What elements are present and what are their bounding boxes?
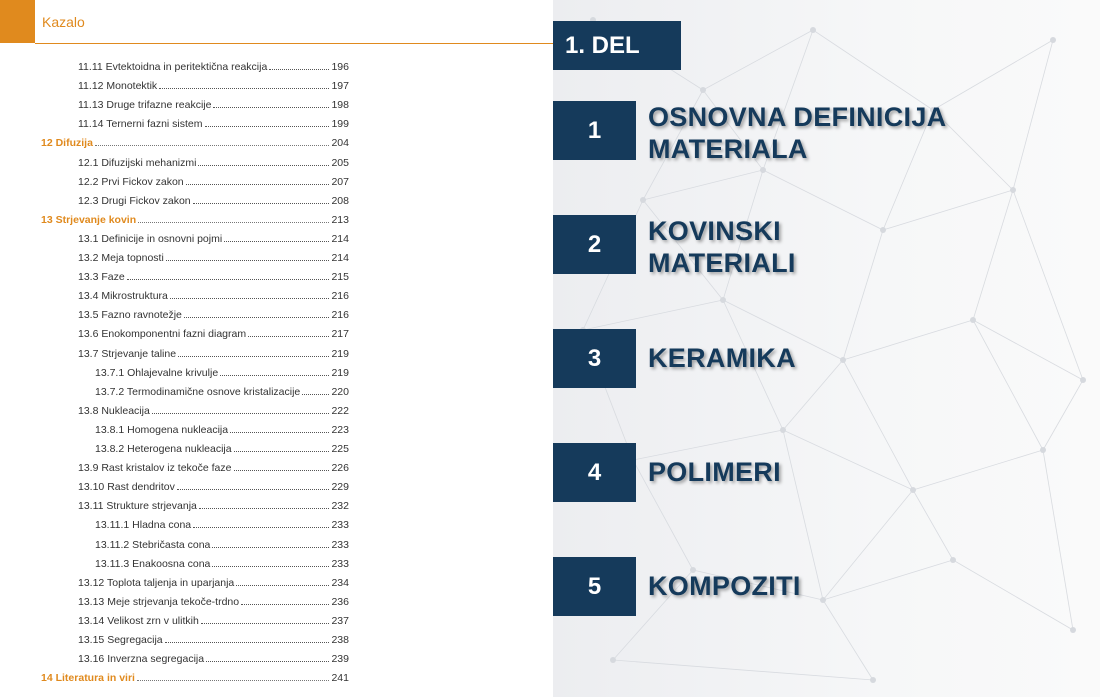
toc-leader-dots <box>95 134 330 146</box>
toc-entry-label: 12.2 Prvi Fickov zakon <box>78 175 184 188</box>
network-line <box>813 30 933 110</box>
toc-entry-label: 13.8.1 Homogena nukleacija <box>95 423 229 436</box>
toc-leader-dots <box>166 249 330 261</box>
chapter-title <box>648 215 796 279</box>
network-node <box>1010 187 1016 193</box>
network-node <box>1070 627 1076 633</box>
toc-entry[interactable] <box>78 345 349 364</box>
network-node <box>700 87 706 93</box>
toc-entry-label: 13.15 Segregacija <box>78 634 163 646</box>
chapter-title-line: POLIMERI <box>648 457 781 487</box>
toc-leader-dots <box>224 230 329 242</box>
toc-entry-page: 220 <box>331 385 349 398</box>
toc-leader-dots <box>198 154 329 166</box>
toc-entry[interactable] <box>78 96 349 115</box>
toc-entry-page: 233 <box>331 538 349 551</box>
chapter-5[interactable] <box>553 557 1100 617</box>
chapter-number: 3 <box>553 329 636 388</box>
toc-entry-page: 205 <box>331 156 349 169</box>
toc-entry[interactable] <box>78 77 349 96</box>
toc-entry-label: 13.1 Definicije in osnovni pojmi <box>78 232 223 245</box>
toc-leader-dots <box>159 77 329 89</box>
toc-leader-dots <box>206 650 329 662</box>
toc-entry-label: 13.12 Toplota taljenja in uparjanja <box>78 576 235 589</box>
toc-entry-page: 219 <box>331 366 349 379</box>
toc-entry[interactable] <box>78 574 349 593</box>
toc-entry-page: 198 <box>331 99 349 112</box>
toc-chapter-entry[interactable] <box>41 134 349 153</box>
network-line <box>583 300 723 330</box>
toc-entry[interactable] <box>78 306 349 325</box>
network-line <box>643 170 763 200</box>
toc-leader-dots <box>193 516 329 528</box>
toc-entry[interactable] <box>78 593 349 612</box>
toc-entry[interactable] <box>78 497 349 516</box>
chapter-title <box>648 342 796 374</box>
toc-entry-page: 222 <box>331 404 349 417</box>
toc-entry-page: 233 <box>331 519 349 532</box>
toc-entry-label: 13.2 Meja topnosti <box>78 252 164 264</box>
toc-entry-label: 13.10 Rast dendritov <box>78 481 175 494</box>
toc-entry[interactable] <box>78 173 349 192</box>
toc-leader-dots <box>241 593 329 605</box>
toc-entry-label: 13.13 Meje strjevanja tekoče-trdno <box>78 595 240 608</box>
toc-entry[interactable] <box>78 154 349 173</box>
toc-leader-dots <box>220 364 329 376</box>
toc-leader-dots <box>137 669 330 681</box>
network-node <box>780 427 786 433</box>
toc-entry-label: 13.7.2 Termodinamične osnove kristalizacije <box>95 385 301 398</box>
toc-entry[interactable] <box>78 268 349 287</box>
toc-entry-page: 232 <box>331 500 349 513</box>
toc-entry-label: 13.3 Faze <box>78 271 125 284</box>
toc-leader-dots <box>138 211 329 223</box>
toc-entry-page: 229 <box>331 481 349 494</box>
header-tab <box>0 0 35 43</box>
toc-leader-dots <box>165 631 330 643</box>
toc-leader-dots <box>184 306 330 318</box>
toc-entry-page: 239 <box>331 653 349 666</box>
toc-entry-page: 225 <box>331 443 349 455</box>
toc-entry-label: 12.3 Drugi Fickov zakon <box>78 194 191 207</box>
toc-entry[interactable] <box>95 383 349 402</box>
toc-entry-label: 14 Literatura in viri <box>41 672 135 685</box>
toc-entry[interactable] <box>95 440 349 459</box>
chapter-number: 5 <box>553 557 636 616</box>
toc-entry-label: 11.13 Druge trifazne reakcije <box>78 99 212 112</box>
toc-entry[interactable] <box>95 364 349 383</box>
chapter-2[interactable] <box>553 215 1100 278</box>
toc-entry[interactable] <box>78 58 349 77</box>
toc-leader-dots <box>205 115 330 127</box>
network-node <box>760 167 766 173</box>
toc-leader-dots <box>302 383 329 395</box>
toc-leader-dots <box>186 173 330 185</box>
chapter-title <box>648 101 946 165</box>
toc-leader-dots <box>170 287 330 299</box>
toc-entry-label: 13.7.1 Ohlajevalne krivulje <box>95 366 219 379</box>
toc-entry-page: 216 <box>331 309 349 322</box>
network-node <box>1050 37 1056 43</box>
toc-entry[interactable] <box>78 650 349 669</box>
network-node <box>870 677 876 683</box>
toc-leader-dots <box>152 402 330 414</box>
toc-entry-label: 13.7 Strjevanje taline <box>78 347 177 360</box>
toc-leader-dots <box>234 440 330 452</box>
toc-entry-label: 13.11.1 Hladna cona <box>95 519 192 532</box>
toc-entry-label: 13.14 Velikost zrn v ulitkih <box>78 614 199 627</box>
toc-entry-label: 13.16 Inverzna segregacija <box>78 653 205 666</box>
chapter-title <box>648 570 801 602</box>
toc-entry-page: 234 <box>331 576 349 589</box>
toc-leader-dots <box>212 555 329 567</box>
toc-leader-dots <box>269 58 329 70</box>
chapter-title-line: KOMPOZITI <box>648 571 801 601</box>
toc-chapter-entry[interactable] <box>41 669 349 688</box>
toc-entry-page: 226 <box>331 462 349 475</box>
toc-entry-page: 196 <box>331 61 349 73</box>
network-node <box>810 27 816 33</box>
toc-entry[interactable] <box>78 287 349 306</box>
toc-entry[interactable] <box>78 192 349 211</box>
network-node <box>610 657 616 663</box>
toc-leader-dots <box>178 345 329 357</box>
toc-entry-label: 13.11 Strukture strjevanja <box>78 500 197 513</box>
toc-entry-page: 197 <box>331 80 349 93</box>
toc-entry-label: 13 Strjevanje kovin <box>41 213 137 226</box>
toc-entry-page: 199 <box>331 118 349 131</box>
toc-entry[interactable] <box>78 478 349 497</box>
network-node <box>970 317 976 323</box>
chapter-title-line: OSNOVNA DEFINICIJA <box>648 102 947 132</box>
header-rule <box>35 43 553 44</box>
toc-entry-page: 219 <box>331 347 349 360</box>
network-line <box>613 660 873 680</box>
toc-entry[interactable] <box>78 631 349 650</box>
toc-entry-label: 11.11 Evtektoidna in peritektična reakcija <box>78 61 268 73</box>
toc-entry[interactable] <box>78 402 349 421</box>
chapter-title-line: MATERIALI <box>648 248 796 278</box>
toc-entry-label: 13.11.3 Enakoosna cona <box>95 557 211 570</box>
toc-entry[interactable] <box>95 516 349 535</box>
toc-entry[interactable] <box>78 230 349 249</box>
chapter-number: 1 <box>553 101 636 160</box>
toc-leader-dots <box>199 497 330 509</box>
chapter-title-line: MATERIALA <box>648 134 808 164</box>
toc-leader-dots <box>213 96 329 108</box>
toc-entry-page: 217 <box>331 328 349 341</box>
chapter-title <box>648 456 781 488</box>
toc-chapter-entry[interactable] <box>41 211 349 230</box>
toc-entry-label: 13.9 Rast kristalov iz tekoče faze <box>78 462 232 475</box>
toc-entry-label: 13.8.2 Heterogena nukleacija <box>95 443 232 455</box>
toc-entry-label: 13.4 Mikrostruktura <box>78 290 168 303</box>
toc-entry-page: 214 <box>331 232 349 245</box>
part-page <box>553 0 1100 697</box>
toc-entry[interactable] <box>95 536 349 555</box>
toc-entry-page: 215 <box>331 271 349 284</box>
chapter-number: 2 <box>553 215 636 274</box>
toc-entry-page: 216 <box>331 290 349 303</box>
toc-entry-label: 13.11.2 Stebričasta cona <box>95 538 211 551</box>
toc-entry-page: 241 <box>331 672 349 685</box>
chapter-number: 4 <box>553 443 636 502</box>
network-line <box>1043 380 1083 450</box>
toc-entry-page: 213 <box>331 213 349 226</box>
part-title: 1. DEL <box>553 21 681 70</box>
network-line <box>933 40 1053 110</box>
toc-leader-dots <box>127 268 330 280</box>
chapter-4[interactable] <box>553 443 1100 503</box>
toc-entry-label: 11.14 Ternerni fazni sistem <box>78 118 203 131</box>
toc-entry[interactable] <box>78 612 349 631</box>
toc-leader-dots <box>201 612 330 624</box>
network-node <box>720 297 726 303</box>
toc-entry-page: 208 <box>331 194 349 207</box>
toc-leader-dots <box>234 459 330 471</box>
network-node <box>640 197 646 203</box>
toc-entry-page: 204 <box>331 137 349 150</box>
toc-entry-label: 13.6 Enokomponentni fazni diagram <box>78 328 247 341</box>
toc-entry[interactable] <box>78 325 349 344</box>
toc-entry-label: 11.12 Monotektik <box>78 80 158 93</box>
network-line <box>703 30 813 90</box>
chapter-3[interactable] <box>553 329 1100 389</box>
toc-entry-page: 237 <box>331 614 349 627</box>
toc-entry[interactable] <box>78 115 349 134</box>
toc-entry[interactable] <box>95 555 349 574</box>
chapter-1[interactable] <box>553 101 1100 164</box>
toc-leader-dots <box>212 536 329 548</box>
toc-entry-label: 13.5 Fazno ravnotežje <box>78 309 182 322</box>
toc-entry-page: 238 <box>331 634 349 646</box>
toc-entry-label: 12.1 Difuzijski mehanizmi <box>78 156 197 169</box>
toc-entry[interactable] <box>78 249 349 268</box>
toc-leader-dots <box>177 478 330 490</box>
toc-entry-label: 12 Difuzija <box>41 137 93 150</box>
toc-leader-dots <box>230 421 329 433</box>
chapter-title-line: KERAMIKA <box>648 343 796 373</box>
toc-header-title: Kazalo <box>42 14 85 30</box>
toc-entry-label: 13.8 Nukleacija <box>78 404 150 417</box>
toc-leader-dots <box>236 574 329 586</box>
toc-entry[interactable] <box>78 459 349 478</box>
toc-leader-dots <box>248 325 329 337</box>
toc-entry-page: 214 <box>331 252 349 264</box>
chapter-title-line: KOVINSKI <box>648 216 781 246</box>
toc-entry-page: 223 <box>331 423 349 436</box>
toc-leader-dots <box>193 192 330 204</box>
toc-entry[interactable] <box>95 421 349 440</box>
toc-entry-page: 236 <box>331 595 349 608</box>
toc-entry-page: 233 <box>331 557 349 570</box>
toc-entry-page: 207 <box>331 175 349 188</box>
